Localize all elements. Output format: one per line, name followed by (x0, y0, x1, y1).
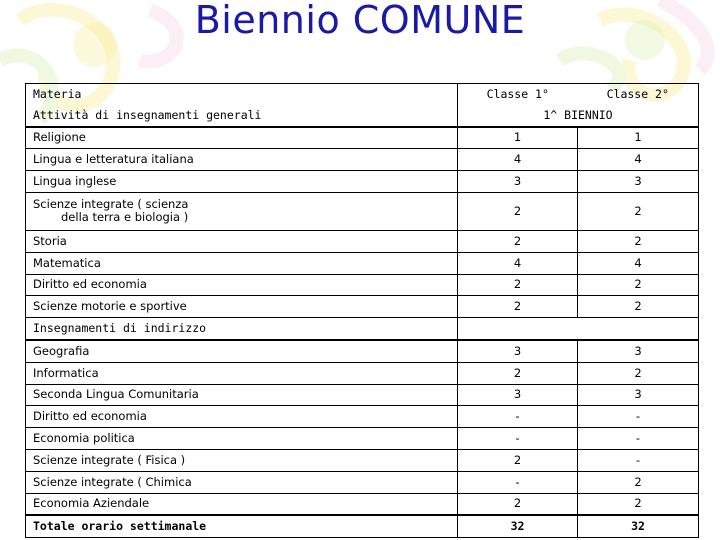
subject-name: Informatica (26, 362, 458, 384)
page-title: Biennio COMUNE (194, 0, 526, 42)
subject-name: Seconda Lingua Comunitaria (26, 384, 458, 406)
hours-classe-2: 4 (578, 149, 699, 171)
table-row (26, 230, 699, 252)
total-classe-1: 32 (458, 515, 578, 537)
table-row (26, 192, 699, 230)
hours-classe-1: 2 (458, 296, 578, 318)
subject-name: Economia Aziendale (26, 493, 458, 515)
table-row (26, 449, 699, 471)
header-attivita: Attività di insegnamenti generali (26, 105, 458, 127)
total-row (26, 515, 699, 537)
hours-classe-1: 2 (458, 362, 578, 384)
header-row-2 (26, 105, 699, 127)
hours-classe-1: 3 (458, 171, 578, 193)
hours-classe-1: 2 (458, 274, 578, 296)
hours-classe-2: - (578, 428, 699, 450)
hours-classe-2: 2 (578, 274, 699, 296)
table-row (26, 428, 699, 450)
hours-classe-2: 1 (578, 127, 699, 149)
table-row (26, 384, 699, 406)
header-row-1 (26, 84, 699, 105)
total-label: Totale orario settimanale (26, 515, 458, 537)
header-materia: Materia (26, 84, 458, 105)
subject-name-line-1: Scienze integrate ( scienza (33, 197, 189, 212)
subject-name: Geografia (26, 340, 458, 362)
table-row (26, 471, 699, 493)
hours-classe-2: 3 (578, 340, 699, 362)
hours-classe-2: 2 (578, 362, 699, 384)
table-row (26, 362, 699, 384)
subject-name: Matematica (26, 252, 458, 274)
hours-classe-2: 3 (578, 171, 699, 193)
table-row (26, 340, 699, 362)
hours-classe-2: 3 (578, 384, 699, 406)
subject-name: Scienze motorie e sportive (26, 296, 458, 318)
subject-name: Economia politica (26, 428, 458, 450)
section-title-indirizzo: Insegnamenti di indirizzo (26, 318, 458, 340)
total-classe-2: 32 (578, 515, 699, 537)
subject-name: Storia (26, 230, 458, 252)
subject-name: Diritto ed economia (26, 274, 458, 296)
table-row (26, 252, 699, 274)
hours-classe-1: 2 (458, 449, 578, 471)
hours-classe-2: - (578, 406, 699, 428)
hours-classe-2: 2 (578, 471, 699, 493)
hours-classe-1: 4 (458, 149, 578, 171)
curriculum-table (25, 83, 699, 538)
section-row-indirizzo (26, 318, 699, 340)
hours-classe-1: - (458, 428, 578, 450)
table-row (26, 171, 699, 193)
table-row (26, 493, 699, 515)
hours-classe-1: - (458, 471, 578, 493)
hours-classe-2: 2 (578, 230, 699, 252)
table-row (26, 149, 699, 171)
table-row (26, 127, 699, 149)
table-row (26, 296, 699, 318)
hours-classe-2: 2 (578, 192, 699, 230)
hours-classe-1: 4 (458, 252, 578, 274)
hours-classe-1: 2 (458, 230, 578, 252)
hours-classe-2: - (578, 449, 699, 471)
hours-classe-2: 4 (578, 252, 699, 274)
subject-name: Lingua inglese (26, 171, 458, 193)
section-empty-cell (458, 318, 699, 340)
subject-name: Scienze integrate ( Chimica (26, 471, 458, 493)
subject-name-line-2: della terra e biologia ) (61, 210, 189, 225)
subject-name (26, 192, 458, 230)
table-row (26, 406, 699, 428)
subject-name: Religione (26, 127, 458, 149)
subject-name: Lingua e letteratura italiana (26, 149, 458, 171)
hours-classe-1: - (458, 406, 578, 428)
hours-classe-1: 3 (458, 340, 578, 362)
hours-classe-1: 2 (458, 192, 578, 230)
hours-classe-1: 2 (458, 493, 578, 515)
header-classe-1: Classe 1° (458, 84, 578, 105)
header-classe-2: Classe 2° (578, 84, 699, 105)
table-row (26, 274, 699, 296)
hours-classe-2: 2 (578, 296, 699, 318)
hours-classe-1: 3 (458, 384, 578, 406)
subject-name: Diritto ed economia (26, 406, 458, 428)
hours-classe-1: 1 (458, 127, 578, 149)
hours-classe-2: 2 (578, 493, 699, 515)
header-biennio: 1^ BIENNIO (458, 105, 699, 127)
subject-name: Scienze integrate ( Fisica ) (26, 449, 458, 471)
